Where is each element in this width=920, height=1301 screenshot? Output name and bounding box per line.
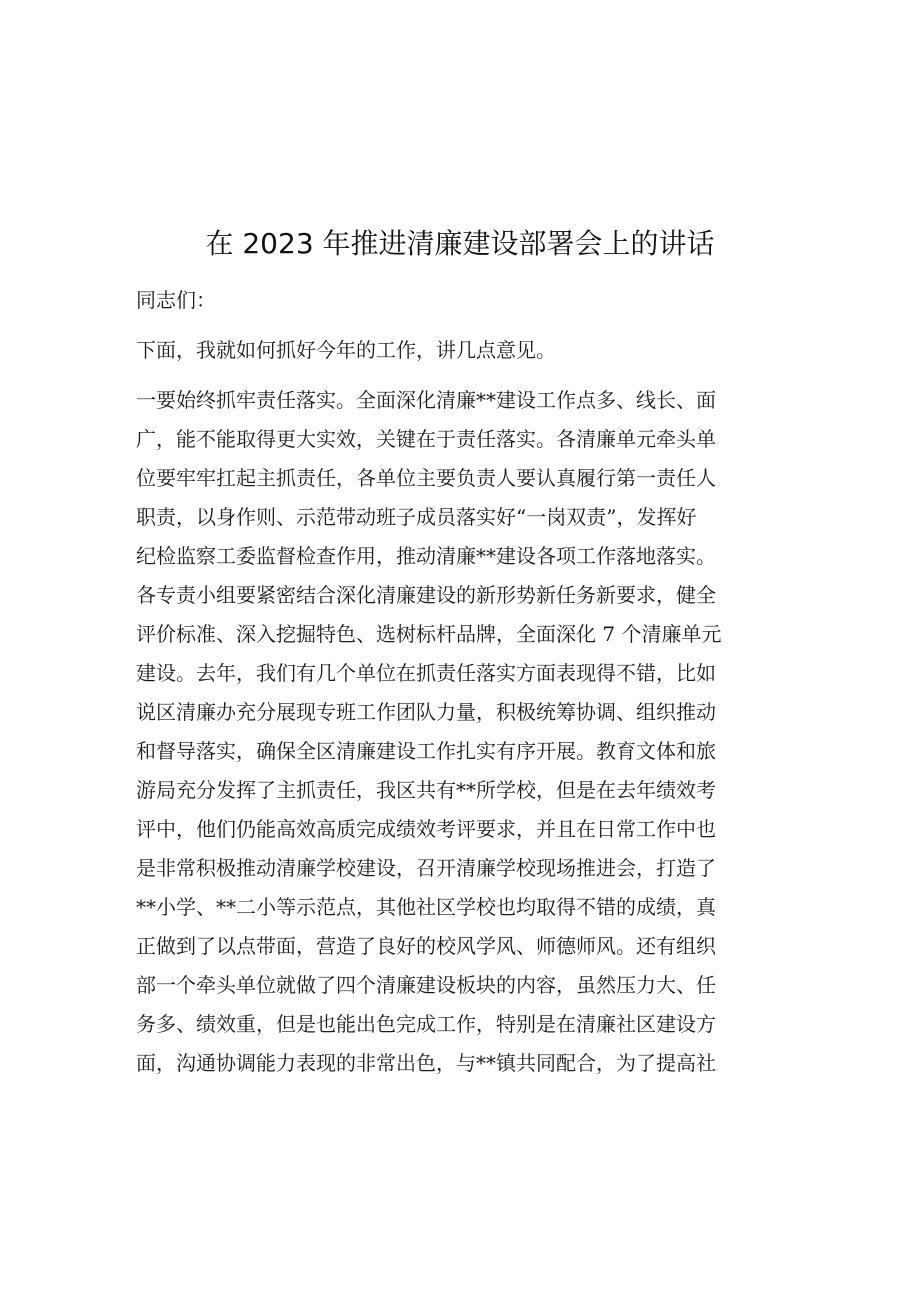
paragraph-line: 职责，以身作则、示范带动班子成员落实好“一岗双责”，发挥好 bbox=[136, 505, 697, 529]
paragraph-line: 是非常积极推动清廉学校建设，召开清廉学校现场推进会，打造了 bbox=[136, 856, 716, 880]
paragraph-line: 正做到了以点带面，营造了良好的校风学风、师德师风。还有组织 bbox=[136, 934, 716, 958]
paragraph-line: 部一个牵头单位就做了四个清廉建设板块的内容，虽然压力大、任 bbox=[136, 973, 716, 997]
paragraph-line: 位要牢牢扛起主抓责任，各单位主要负责人要认真履行第一责任人 bbox=[136, 466, 716, 490]
paragraph-line: 评中，他们仍能高效高质完成绩效考评要求，并且在日常工作中也 bbox=[136, 817, 716, 841]
paragraph-line: 纪检监察工委监督检查作用，推动清廉**建设各项工作落地落实。 bbox=[136, 544, 716, 568]
paragraph-line: 和督导落实，确保全区清廉建设工作扎实有序开展。教育文体和旅 bbox=[136, 739, 716, 763]
paragraph-line: 各专责小组要紧密结合深化清廉建设的新形势新任务新要求，健全 bbox=[136, 583, 716, 607]
greeting: 同志们： bbox=[136, 288, 216, 312]
document-title: 在 2023 年推进清廉建设部署会上的讲话 bbox=[205, 227, 715, 260]
paragraph-line: **小学、**二小等示范点，其他社区学校也均取得不错的成绩，真 bbox=[136, 895, 716, 919]
paragraph-line: 评价标准、深入挖掘特色、选树标杆品牌，全面深化 7 个清廉单元 bbox=[136, 622, 722, 646]
intro-paragraph: 下面，我就如何抓好今年的工作，讲几点意见。 bbox=[136, 338, 556, 362]
paragraph-line: 务多、绩效重，但是也能出色完成工作，特别是在清廉社区建设方 bbox=[136, 1012, 716, 1036]
paragraph-line: 游局充分发挥了主抓责任，我区共有**所学校，但是在去年绩效考 bbox=[136, 778, 716, 802]
paragraph-line: 一要始终抓牢责任落实。全面深化清廉**建设工作点多、线长、面 bbox=[136, 388, 716, 412]
paragraph-line: 说区清廉办充分展现专班工作团队力量，积极统筹协调、组织推动 bbox=[136, 700, 716, 724]
paragraph-line: 广，能不能取得更大实效，关键在于责任落实。各清廉单元牵头单 bbox=[136, 427, 716, 451]
paragraph-line: 建设。去年，我们有几个单位在抓责任落实方面表现得不错，比如 bbox=[136, 661, 716, 685]
paragraph-line: 面，沟通协调能力表现的非常出色，与**镇共同配合，为了提高社 bbox=[136, 1051, 716, 1075]
